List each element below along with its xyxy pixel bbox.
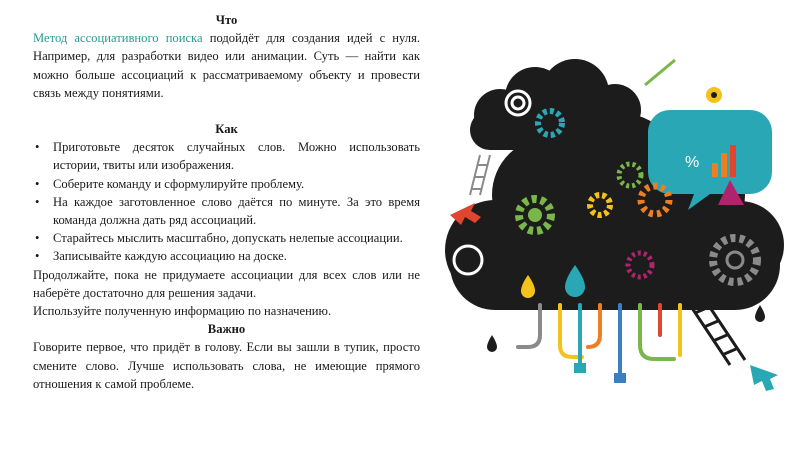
list-item: • Старайтесь мыслить масштабно, допускать нелепые ассоциации. [33,229,420,247]
percent-glyph: % [685,154,700,171]
how-list [33,138,420,265]
drip-icon [487,335,497,352]
gear-hub [727,252,743,268]
text-column [33,11,420,393]
plug-icon [614,373,626,383]
list-item: • На каждое заготовленное слово даётся по минуте. За это время команда должна дать ряд ассоциаций. [33,193,420,229]
zigzag-arrow-icon [645,60,675,85]
list-item: • Соберите команду и сформулируйте проблему. [33,175,420,193]
use-paragraph: Используйте полученную информацию по назначению. [33,304,332,319]
light-bulb-icon [706,87,722,103]
plug-icon [574,363,586,373]
list-item: • Приготовьте десяток случайных слов. Можно использовать истории, твиты или изображения. [33,138,420,174]
gear-hub [528,208,542,222]
section-heading-how: Как [215,122,238,137]
brainstorm-cloud-illustration [440,55,785,395]
what-text: подойдёт для создания идей с нуля. Например, для разработки видео или анимации. Суть — найти как можно больше ассоциаций к рассматриваемому объекту и провести связь между понятиями. [33,31,421,100]
important-paragraph: Говорите первое, что придёт в голову. Если вы зашли в тупик, просто смените слово. Лучше использовать слова, не имеющие прямого отношения к самой проблеме. [33,340,420,391]
continue-paragraph: Продолжайте, пока не придумаете ассоциации для всех слов или не наберёте достаточно для решения задачи. [33,267,420,300]
section-heading-what: Что [215,13,238,27]
drip-icon [755,305,765,322]
connector-ladder [470,155,490,195]
section-heading-important: Важно [207,322,246,337]
method-link[interactable]: Метод ассоциативного поиска [33,31,203,46]
arrow-icon [750,365,778,391]
list-item: • Записывайте каждую ассоциацию на доске. [33,247,420,265]
wires [518,305,680,375]
what-paragraph [33,29,420,102]
